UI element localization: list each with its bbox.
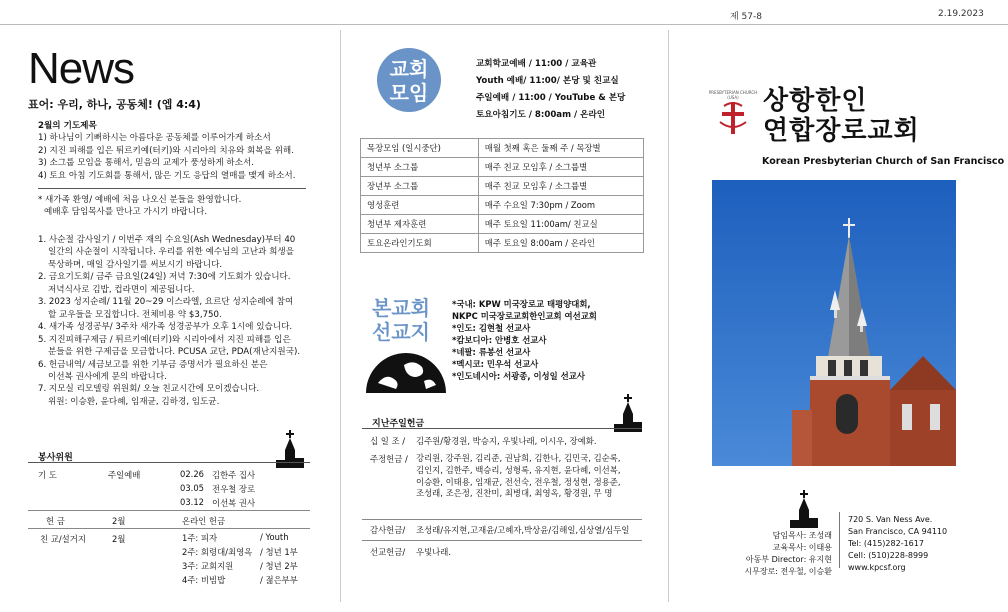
address-line: 720 S. Van Ness Ave. (848, 515, 933, 524)
offering-label: 선교헌금/ (370, 547, 406, 557)
service-table (38, 468, 308, 510)
church-name-line: 연합장로교회 (763, 116, 920, 146)
worship-item: Youth 예배/ 11:00/ 본당 및 친교실 (476, 76, 619, 86)
globe-icon (364, 345, 448, 393)
announcement-line: 1. 사순절 감사일기 / 이번주 재의 수요일(Ash Wednesday)부터 40 (38, 235, 296, 245)
church-english-name: Korean Presbyterian Church of San Francisco (762, 156, 1005, 167)
service-sub: 주일예배 (108, 470, 141, 480)
welcome-line: * 새가족 환영/ 예배에 처음 나오신 분들을 환영합니다. (38, 195, 242, 205)
table-row (182, 559, 298, 573)
schedule-name: 청년부 제자훈련 (361, 215, 479, 234)
fellowship-table (182, 531, 298, 587)
service-low-rule (28, 528, 310, 529)
mission-item: *국내: KPW 미국장로교 태평양대회, (452, 299, 591, 309)
announcement-line: 5. 지진피해구제금 / 튀르키예(터키)와 시리아에서 지진 피해를 입은 (38, 334, 291, 345)
offering-top-rule (362, 428, 642, 429)
column-divider-left (340, 30, 341, 602)
mission-item: *인도: 김현철 선교사 (452, 323, 531, 333)
mission-item: NKPC 미국장로교회한인교회 여선교회 (452, 311, 597, 321)
announcement-line: 이선복 권사에게 문의 바랍니다. (48, 371, 167, 382)
missions-title-line: 선교지 (372, 320, 430, 344)
table-row (38, 496, 308, 510)
schedule-time: 매주 토요일 11:00am/ 친교실 (478, 215, 643, 234)
table-row (361, 215, 644, 234)
church-name-line: 상항한인 (763, 86, 868, 116)
prayer-section (38, 120, 338, 182)
announcement-line: 묵상하며, 매일 감사일기를 써보시기 바랍니다. (48, 259, 223, 270)
announcement-line: 일간의 사순절이 시작됩니다. 우리를 위한 예수님의 고난과 희생을 (48, 247, 294, 258)
offering-name-line: 이승환, 이태용, 임재균, 전선숙, 전우철, 정성현, 정용준, (416, 476, 621, 487)
offering-names (416, 450, 642, 503)
table-row (182, 545, 298, 559)
announcement-line: 2. 금요기도회/ 금주 금요일(24일) 저녁 7:30에 기도회가 있습니다. (38, 272, 291, 283)
schedule-time: 매주 토요일 8:00am / 온라인 (478, 234, 643, 253)
worship-item: 토요아침기도 / 8:00am / 온라인 (476, 110, 606, 120)
schedule-time: 매월 첫째 혹은 둘째 주 / 목장별 (478, 139, 643, 158)
schedule-name: 토요온라인기도회 (361, 234, 479, 253)
prayer-item: 2) 지진 피해를 입은 튀르키예(터키)와 시리아의 치유와 회복을 위해. (38, 145, 294, 156)
announcement-line: 3. 2023 성지순례/ 11월 20~29 이스라엘, 요르단 성지순례에 참여 (38, 297, 294, 308)
schedule-name: 장년부 소그룹 (361, 177, 479, 196)
mission-item: *네팔: 류봉선 선교사 (452, 347, 531, 357)
announcements (38, 234, 338, 408)
website-link[interactable]: www.kpcsf.org (848, 563, 906, 572)
badge-line: 교회 (389, 57, 429, 81)
offering-low-rule (362, 540, 642, 541)
mission-item: *인도네시아: 서광종, 이성일 선교사 (452, 371, 585, 381)
fellowship-week: 4주: 비빔밥 (182, 575, 226, 585)
column-divider-right (668, 30, 669, 602)
phone-line: Tel: (415)282-1617 (848, 539, 924, 548)
announcement-line: 저녁식사로 김밥, 컵라면이 제공됩니다. (48, 284, 195, 295)
missions-title (372, 296, 430, 344)
fellowship-week: 2주: 회령대/최영옥 (182, 547, 253, 557)
announcement-line: 4. 새가족 성경공부/ 3주차 새가족 성경공부가 오후 1시에 있습니다. (38, 322, 293, 333)
service-date: 03.12 (180, 497, 204, 507)
contact-info (848, 514, 947, 574)
offering-names: 우빛나래. (416, 547, 452, 557)
offering-mid-rule (362, 519, 642, 520)
table-row (361, 139, 644, 158)
table-row (370, 450, 642, 503)
badge-line: 모임 (389, 81, 429, 105)
pcusa-logo (706, 92, 760, 146)
staff-item: 교육목사: 이태용 (772, 543, 832, 552)
staff-item: 담임목사: 조성래 (772, 531, 832, 540)
phone-line: Cell: (510)228-8999 (848, 551, 929, 560)
offering-label: 주정헌금 / (370, 454, 408, 464)
fellowship-week: 1주: 피자 (182, 533, 218, 543)
prayer-item: 4) 토요 아침 기도회를 통해서, 많은 기도 응답의 열매를 맺게 하소서. (38, 170, 296, 181)
pcusa-logo-text: PRESBYTERIAN CHURCH (USA) (708, 90, 758, 100)
table-row (182, 531, 298, 545)
table-row (38, 468, 308, 482)
fellowship-week: 3주: 교회지원 (182, 561, 234, 571)
announcement-line: 7. 지모실 리모델링 위원회/ 오늘 친교시간에 모이겠습니다. (38, 384, 260, 395)
contact-divider (839, 512, 840, 568)
missions-title-line: 본교회 (372, 296, 430, 320)
table-row (361, 234, 644, 253)
offering-label: 십 일 조 / (370, 436, 406, 446)
staff-item: 아동부 Director: 유지현 (745, 555, 832, 564)
service-date: 03.05 (180, 483, 204, 493)
fellowship-group: / 청년 2부 (260, 561, 298, 571)
fellowship-group: / 청년 1부 (260, 547, 298, 557)
staff-list (736, 530, 832, 578)
service-name: 김한주 집사 (212, 470, 256, 480)
announcement-line: 위원: 이승환, 윤다혜, 임재균, 김하경, 임도균. (48, 396, 220, 407)
offering-label: 헌 금 (46, 516, 65, 526)
worship-list (476, 56, 625, 124)
table-row (38, 482, 308, 496)
schedule-time: 매주 친교 모임후 / 소그룹별 (478, 177, 643, 196)
address-line: San Francisco, CA 94110 (848, 527, 948, 536)
offering-table (370, 432, 642, 503)
issue-date: 2.19.2023 (938, 9, 984, 19)
schedule-time: 매주 수요일 7:30pm / Zoom (478, 196, 643, 215)
prayer-item: 3) 소그룹 모임을 통해서, 믿음의 교제가 풍성하게 하소서. (38, 158, 255, 169)
header-divider (0, 24, 1008, 25)
table-row (370, 432, 642, 450)
prayer-item: 1) 하나님이 기뻐하시는 아름다운 공동체를 이루어가게 하소서 (38, 133, 271, 144)
church-photo (712, 180, 956, 466)
announcement-line: 할 교우들을 모집합니다. 전체비용 약 $3,750. (48, 309, 222, 320)
offering-month: 2월 (112, 516, 126, 526)
issue-number: 제 57-8 (730, 12, 762, 22)
service-title: 봉사위원 (38, 453, 73, 463)
table-row (361, 177, 644, 196)
church-steeple-icon (790, 490, 818, 528)
service-top-rule (28, 462, 310, 463)
fellowship-label: 친 교/설거지 (40, 534, 86, 544)
table-row (361, 196, 644, 215)
offering-name-line: 김인지, 김한주, 백승리, 성형록, 유지현, 윤다혜, 이선복, (416, 464, 621, 475)
offering-name-line: 조성래, 조은정, 진찬미, 최병대, 최영옥, 황경원, 무 명 (416, 488, 613, 499)
offering-value: 온라인 헌금 (182, 516, 226, 526)
table-row (182, 573, 298, 587)
table-row (361, 158, 644, 177)
offering-title: 지난주일헌금 (372, 419, 425, 429)
mission-item: *멕시코: 민우석 선교사 (452, 359, 539, 369)
motto: 표어: 우리, 하나, 공동체! (엡 4:4) (28, 98, 201, 111)
offering-names: 김주원/황경원, 박승지, 우빛나래, 이시우, 장예화. (416, 436, 597, 446)
church-name (763, 86, 920, 146)
service-name: 이선복 권사 (212, 498, 256, 508)
welcome-note (38, 194, 338, 219)
service-label: 기 도 (38, 470, 57, 480)
fellowship-group: / Youth (260, 532, 289, 542)
announcement-line: 분들을 위한 구제금을 모금합니다. PCUSA 교단, PDA(재난지원국). (48, 347, 301, 358)
worship-item: 주일예배 / 11:00 / YouTube & 본당 (476, 93, 626, 103)
welcome-line: 예배후 담임목사를 만나고 가시기 바랍니다. (44, 207, 208, 218)
service-date: 02.26 (180, 469, 204, 479)
announcement-line: 6. 헌금내역/ 세금보고를 위한 기부금 증명서가 필요하신 분은 (38, 359, 268, 370)
schedule-time: 매주 친교 모임후 / 소그룹별 (478, 158, 643, 177)
offering-name-line: 강리원, 강주원, 김리준, 권남희, 김한나, 김민국, 김순록, (416, 453, 621, 463)
staff-item: 시무장로: 전우철, 이승환 (744, 567, 832, 576)
schedule-name: 목장모임 (일시중단) (361, 139, 479, 158)
schedule-name: 영성훈련 (361, 196, 479, 215)
missions-list (452, 298, 597, 382)
mission-item: *캄보디아: 안병호 선교사 (452, 335, 547, 345)
prayer-title: 2월의 기도제목 (38, 121, 97, 131)
fellowship-group: / 젊은부부 (260, 575, 298, 585)
offering-label: 감사헌금/ (370, 525, 406, 535)
news-title: News (28, 44, 135, 93)
meetings-badge (377, 48, 441, 112)
fellowship-month: 2월 (112, 534, 126, 544)
offering-names: 조성래/유지현,고재윤/고혜자,박상윤/김해일,심상열/심두일 (416, 525, 630, 535)
church-steeple-icon (614, 394, 642, 432)
worship-item: 교회학교예배 / 11:00 / 교육관 (476, 59, 597, 69)
service-name: 전우철 장로 (212, 484, 256, 494)
service-mid-rule (28, 510, 310, 511)
prayer-divider (38, 188, 306, 189)
schedule-table (360, 138, 644, 253)
schedule-name: 청년부 소그룹 (361, 158, 479, 177)
